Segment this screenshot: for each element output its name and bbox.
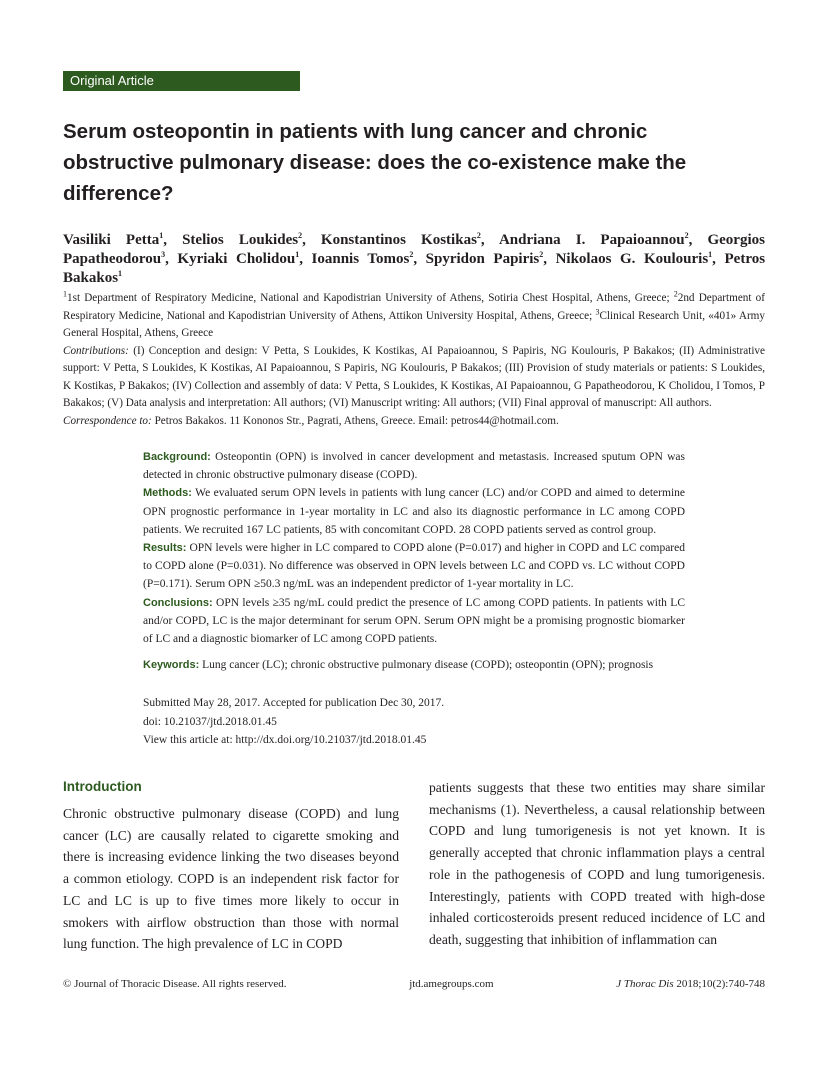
contributions-label: Contributions: xyxy=(63,344,129,357)
author: Ioannis Tomos xyxy=(311,251,410,267)
author-affiliation-marker: 2 xyxy=(298,231,303,240)
contributions-text: (I) Conception and design: V Petta, S Loukides, K Kostikas, AI Papaioannou, S Papiris, NG Koulouris, P Bakakos; (II) Administrative support: V Petta, S Loukides, K Kostikas, AI Papaioannou, S Papiris, NG Koulouris, P Bakakos; (III) Provision of study materials or patients: S Loukides, K Kostikas, P Bakakos; (IV) Collection and assembly of data: V Petta, S Loukides, K Kostikas, AI Papaioannou, G Papatheodorou, K Cholidou, I Tomos, P Bakakos; (V) Data analysis and interpretation: All authors; (VI) Manuscript writing: All authors; (VII) Final approval of manuscript: All authors. xyxy=(63,344,765,409)
conclusions-label: Conclusions: xyxy=(143,596,213,609)
affiliation: 2nd Department of Respiratory Medicine, National and Kapodistrian University of Athens, Attikon University Hospital, Athens, Greece; xyxy=(63,292,765,322)
correspondence xyxy=(63,413,765,431)
author-affiliation-marker: 3 xyxy=(161,250,166,259)
affiliations xyxy=(63,290,765,343)
author: Vasiliki Petta xyxy=(63,232,160,248)
intro-left-wrapper xyxy=(63,777,399,955)
author: Nikolaos G. Koulouris xyxy=(555,251,709,267)
affiliation-marker: 3 xyxy=(595,306,600,316)
author: Konstantinos Kostikas xyxy=(320,232,477,248)
abstract-results xyxy=(143,539,685,594)
abstract-methods xyxy=(143,484,685,539)
author: Petros Bakakos xyxy=(63,251,766,286)
abstract-conclusions xyxy=(143,594,685,649)
author: Stelios Loukides xyxy=(182,232,299,248)
background-label: Background: xyxy=(143,451,211,463)
author-affiliation-marker: 1 xyxy=(159,231,164,240)
background-text: Osteopontin (OPN) is involved in cancer development and metastasis. Increased sputum OPN was detected in chronic obstructive pulmonary disease (COPD). xyxy=(143,451,685,482)
doi[interactable]: doi: 10.21037/jtd.2018.01.45 xyxy=(143,715,277,728)
results-text: OPN levels were higher in LC compared to COPD alone (P=0.017) and higher in COPD and LC compared to COPD alone (P=0.031). No difference was observed in OPN levels between LC and COPD vs. LC without COPD (P=0.171). Serum OPN ≥50.3 ng/mL was an independent predictor of 1-year mortality in LC. xyxy=(143,542,685,591)
footer-copyright: © Journal of Thoracic Disease. All rights reserved. xyxy=(63,977,287,990)
submission-dates: Submitted May 28, 2017. Accepted for publication Dec 30, 2017. xyxy=(143,697,445,710)
author: Kyriaki Cholidou xyxy=(177,251,296,267)
conclusions-text: OPN levels ≥35 ng/mL could predict the presence of LC among COPD patients. In patients with LC and/or COPD, LC is the major determinant for serum OPN. Serum OPN might be a promising prognostic biomarker of LC and a diagnostic biomarker of LC among COPD patients. xyxy=(143,596,685,646)
affiliations-block xyxy=(63,290,765,430)
author: Andriana I. Papaioannou xyxy=(498,232,685,248)
correspondence-label: Correspondence to: xyxy=(63,414,152,427)
intro-column-left: Chronic obstructive pulmonary disease (COPD) and lung cancer (LC) are causally related to cigarette smoking and there is increasing evidence linking the two diseases beyond a common etiology. COPD is an independent risk factor for LC and LC is up to five times more likely to occur in smokers with airflow obstruction than those with normal lung function. The high prevalence of LC in COPD xyxy=(63,806,399,952)
journal-abbrev: J Thorac Dis xyxy=(616,977,674,990)
keywords xyxy=(143,656,685,674)
results-label: Results: xyxy=(143,542,187,555)
contributions xyxy=(63,343,765,413)
keywords-text: Lung cancer (LC); chronic obstructive pulmonary disease (COPD); osteopontin (OPN); prognosis xyxy=(199,659,654,672)
author-list: Vasiliki Petta$^1$, Stelios Loukides$^2$, Konstantinos Kostikas$^2$, Andriana I. Papaioannou$^2$, Georgios Papatheodorou$^3$, Kyriaki Cholidou$^1$, Ioannis Tomos$^2$, Spyridon Papiris$^2$, Nikolaos G. Koulouris$^1$, Petros Bakakos$^1$ xyxy=(63,231,766,286)
affiliation: Clinical Research Unit, «401» Army General Hospital, Athens, Greece xyxy=(63,309,765,339)
affiliation: 1st Department of Respiratory Medicine, National and Kapodistrian University of Athens, Sotiria Chest Hospital, Athens, Greece; xyxy=(67,292,674,304)
article-link[interactable]: View this article at: http://dx.doi.org/10.21037/jtd.2018.01.45 xyxy=(143,733,427,746)
article-type-label: Original Article xyxy=(63,71,300,91)
abstract-background xyxy=(143,448,685,484)
author-affiliation-marker: 2 xyxy=(684,231,689,240)
methods-label: Methods: xyxy=(143,487,192,500)
author-affiliation-marker: 1 xyxy=(295,250,300,259)
introduction-section xyxy=(63,777,765,955)
author: Spyridon Papiris xyxy=(425,251,540,267)
correspondence-text: Petros Bakakos. 11 Kononos Str., Pagrati, Athens, Greece. Email: petros44@hotmail.com. xyxy=(151,414,559,427)
intro-column-right: patients suggests that these two entities may share similar mechanisms (1). Nevertheless, a causal relationship between COPD and lung tumorigenesis is not yet known. It is generally accepted that chronic inflammation plays a central role in the pathogenesis of COPD and lung tumorigenesis. Interestingly, patients with COPD treated with high-dose inhaled corticosteroids present reduced incidence of LC and death, suggesting that inhibition of inflammation can xyxy=(429,780,765,947)
affiliation-marker: 1 xyxy=(63,289,67,299)
abstract xyxy=(143,448,685,749)
footer-site[interactable]: jtd.amegroups.com xyxy=(409,977,494,990)
author-affiliation-marker: 2 xyxy=(476,231,481,240)
author-affiliation-marker: 2 xyxy=(409,250,414,259)
page-footer xyxy=(63,977,765,992)
author-affiliation-marker: 1 xyxy=(708,250,713,259)
author-affiliation-marker: 1 xyxy=(118,269,123,278)
affiliation-marker: 2 xyxy=(673,289,678,299)
citation-text: 2018;10(2):740-748 xyxy=(673,977,765,990)
introduction-heading: Introduction xyxy=(63,779,142,795)
footer-citation xyxy=(616,977,765,992)
author-affiliation-marker: 2 xyxy=(539,250,544,259)
article-title: Serum osteopontin in patients with lung cancer and chronic obstructive pulmonary disease: does the co-existence make the difference? xyxy=(63,120,687,205)
keywords-label: Keywords: xyxy=(143,659,200,672)
author: Georgios Papatheodorou xyxy=(63,232,765,267)
methods-text: We evaluated serum OPN levels in patients with lung cancer (LC) and/or COPD and aimed to determine OPN prognostic performance in 1-year mortality in LC and also its diagnostic performance in LC among COPD patients. We recruited 167 LC patients, 85 with concomitant COPD. 28 COPD patients served as control group. xyxy=(143,487,685,536)
